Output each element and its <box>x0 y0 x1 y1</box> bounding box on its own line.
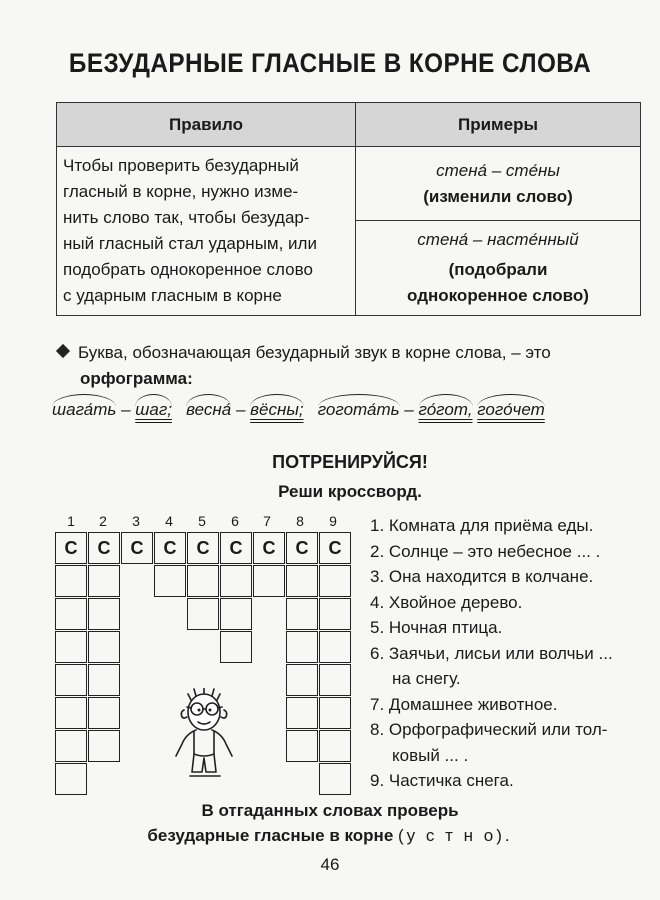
rule-line: Чтобы проверить безударный <box>63 156 299 175</box>
crossword-cell[interactable] <box>187 565 219 597</box>
crossword-cell[interactable] <box>55 763 87 795</box>
crossword-cell[interactable] <box>88 598 120 630</box>
word: гогота́ть <box>317 400 400 419</box>
rule-line: с ударным гласным в корне <box>63 286 282 305</box>
practice-task: Реши кроссворд. <box>278 482 422 501</box>
example-2-note: (подобрали <box>448 260 548 280</box>
crossword-cell[interactable] <box>286 631 318 663</box>
page-number: 46 <box>320 855 340 874</box>
crossword-letter-cell: С <box>55 532 87 564</box>
example-cell-1 <box>356 147 641 221</box>
definition-text: Буква, обозначающая безударный звук в корне слова, – это <box>78 343 551 362</box>
example-words <box>52 400 545 420</box>
crossword-cell[interactable] <box>220 631 252 663</box>
clue: 4. Хвойное дерево. <box>370 592 523 612</box>
crossword-cell[interactable] <box>319 664 351 696</box>
crossword-letter-cell: С <box>253 532 285 564</box>
example-1-note: (изменили слово) <box>423 186 573 206</box>
page-title: БЕЗУДАРНЫЕ ГЛАСНЫЕ В КОРНЕ СЛОВА <box>68 48 592 78</box>
crossword-letter-cell: С <box>187 532 219 564</box>
crossword-cell[interactable] <box>55 598 87 630</box>
column-number: 6 <box>231 513 239 529</box>
crossword-letter-cell: С <box>121 532 153 564</box>
word: шаг; <box>135 400 172 419</box>
rule-header: Правило <box>57 103 356 147</box>
column-number: 3 <box>132 513 140 529</box>
crossword-cell[interactable] <box>319 730 351 762</box>
clue: 1. Комната для приёма еды. <box>370 516 594 535</box>
crossword-letter-cell: С <box>286 532 318 564</box>
crossword-cell[interactable] <box>319 631 351 663</box>
crossword-cell[interactable] <box>88 697 120 729</box>
crossword-cell[interactable] <box>187 598 219 630</box>
crossword-cell[interactable] <box>154 565 186 597</box>
crossword-cell[interactable] <box>55 730 87 762</box>
diamond-bullet-icon <box>56 344 70 358</box>
crossword-cell[interactable] <box>286 697 318 729</box>
rule-line: нить слово так, чтобы безудар- <box>63 208 310 227</box>
crossword-cell[interactable] <box>286 565 318 597</box>
example-1: стена́ – сте́ны <box>436 160 560 180</box>
word: вёсны; <box>250 400 304 419</box>
dash: – <box>235 400 246 419</box>
orthogram-term: орфограмма: <box>80 369 193 388</box>
example-cell-2 <box>356 221 641 316</box>
column-number: 4 <box>165 513 173 529</box>
clue: ковый ... . <box>392 745 469 765</box>
crossword-cell[interactable] <box>319 565 351 597</box>
cartoon-boy-illustration <box>164 688 244 784</box>
rule-line: подобрать однокоренное слово <box>63 260 313 279</box>
rule-line: гласный в корне, нужно изме- <box>63 182 299 201</box>
crossword-letter-cell: С <box>319 532 351 564</box>
rule-line: ный гласный стал ударным, или <box>63 234 317 253</box>
crossword-cell[interactable] <box>88 631 120 663</box>
clue: 6. Заячьи, лисьи или волчьи ... <box>370 643 613 663</box>
footer-line-1: В отгаданных словах проверь <box>201 801 459 820</box>
crossword-cell[interactable] <box>55 697 87 729</box>
footer-text: безударные гласные в корне <box>147 826 394 845</box>
column-number: 8 <box>296 513 304 529</box>
crossword-cell[interactable] <box>319 697 351 729</box>
word: гого́чет <box>477 400 545 419</box>
column-number: 2 <box>99 513 107 529</box>
clue: 2. Солнце – это небесное ... . <box>370 541 601 561</box>
crossword-cell[interactable] <box>253 565 285 597</box>
crossword-cell[interactable] <box>286 730 318 762</box>
crossword-cell[interactable] <box>220 598 252 630</box>
examples-header: Примеры <box>356 103 641 147</box>
crossword-cell[interactable] <box>55 664 87 696</box>
example-2: стена́ – насте́нный <box>417 230 579 250</box>
crossword-clues <box>370 513 613 794</box>
crossword-cell[interactable] <box>319 763 351 795</box>
rule-table <box>56 102 641 316</box>
rule-cell <box>57 147 356 316</box>
clue: 7. Домашнее животное. <box>370 694 558 714</box>
column-number: 5 <box>198 513 206 529</box>
crossword-cell[interactable] <box>88 664 120 696</box>
word: шага́ть <box>52 400 117 419</box>
dash: – <box>404 400 414 419</box>
footer-oral: (у с т н о). <box>398 826 513 845</box>
crossword-letter-cell: С <box>154 532 186 564</box>
crossword-cell[interactable] <box>55 565 87 597</box>
column-number: 1 <box>67 513 75 529</box>
clue: 8. Орфографический или тол- <box>370 720 608 739</box>
crossword-letter-cell: С <box>88 532 120 564</box>
column-number: 9 <box>329 513 337 529</box>
crossword-cell[interactable] <box>286 598 318 630</box>
dash: – <box>121 400 131 419</box>
footer-line-2 <box>0 823 660 848</box>
column-number: 7 <box>263 513 271 529</box>
crossword-cell[interactable] <box>319 598 351 630</box>
crossword-cell[interactable] <box>88 730 120 762</box>
practice-heading: ПОТРЕНИРУЙСЯ! <box>272 452 428 472</box>
crossword-letter-cell: С <box>220 532 252 564</box>
clue: 5. Ночная птица. <box>370 618 503 637</box>
crossword-cell[interactable] <box>286 664 318 696</box>
clue: на снегу. <box>392 669 461 688</box>
word: го́гот, <box>418 400 473 419</box>
crossword-cell[interactable] <box>88 565 120 597</box>
orthogram-definition <box>54 340 644 392</box>
clue: 9. Частичка снега. <box>370 771 514 790</box>
example-2-note: однокоренное слово) <box>407 286 589 306</box>
crossword-cell[interactable] <box>220 565 252 597</box>
clue: 3. Она находится в колчане. <box>370 567 594 586</box>
crossword-cell[interactable] <box>55 631 87 663</box>
word: весна́ <box>186 400 232 419</box>
